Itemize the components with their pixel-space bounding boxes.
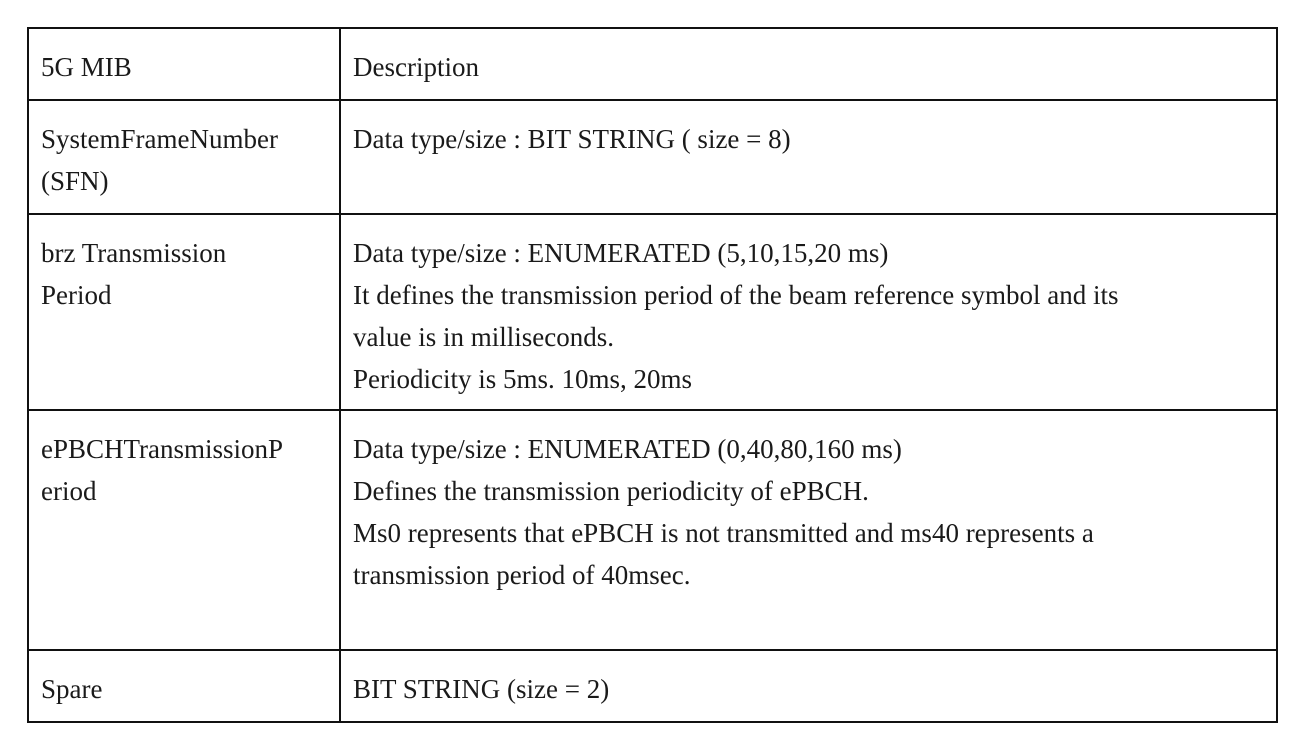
description-line: It defines the transmission period of the beam reference symbol and its: [353, 280, 1119, 310]
header-name-text: 5G MIB: [41, 52, 132, 82]
table-row-epbch-period: [28, 410, 1277, 650]
header-cell-name: [28, 28, 340, 100]
name-line: Period: [41, 280, 112, 310]
mib-table: [27, 27, 1278, 723]
name-line: (SFN): [41, 166, 109, 196]
name-line: eriod: [41, 476, 97, 506]
name-line: SystemFrameNumber: [41, 124, 278, 154]
header-cell-description: [340, 28, 1277, 100]
description-line: Defines the transmission periodicity of ePBCH.: [353, 476, 869, 506]
description-cell: [340, 410, 1277, 650]
description-cell: [340, 100, 1277, 214]
description-line: BIT STRING (size = 2): [353, 674, 610, 704]
description-line: Ms0 represents that ePBCH is not transmitted and ms40 represents a: [353, 518, 1094, 548]
table-header-row: [28, 28, 1277, 100]
name-cell: [28, 214, 340, 410]
table-row-sfn: [28, 100, 1277, 214]
table-row-spare: [28, 650, 1277, 722]
description-line: Data type/size : ENUMERATED (5,10,15,20 ms): [353, 238, 889, 268]
description-cell: [340, 650, 1277, 722]
description-line: Data type/size : ENUMERATED (0,40,80,160 ms): [353, 434, 902, 464]
name-cell: [28, 100, 340, 214]
name-line: ePBCHTransmissionP: [41, 434, 284, 464]
header-description-text: Description: [353, 52, 479, 82]
name-cell: [28, 650, 340, 722]
name-line: brz Transmission: [41, 238, 227, 268]
name-line: Spare: [41, 674, 103, 704]
description-cell: [340, 214, 1277, 410]
description-line: Periodicity is 5ms. 10ms, 20ms: [353, 364, 693, 394]
description-line: transmission period of 40msec.: [353, 560, 691, 590]
description-line: value is in milliseconds.: [353, 322, 614, 352]
name-cell: [28, 410, 340, 650]
table-row-brz-period: [28, 214, 1277, 410]
description-line: Data type/size : BIT STRING ( size = 8): [353, 124, 791, 154]
